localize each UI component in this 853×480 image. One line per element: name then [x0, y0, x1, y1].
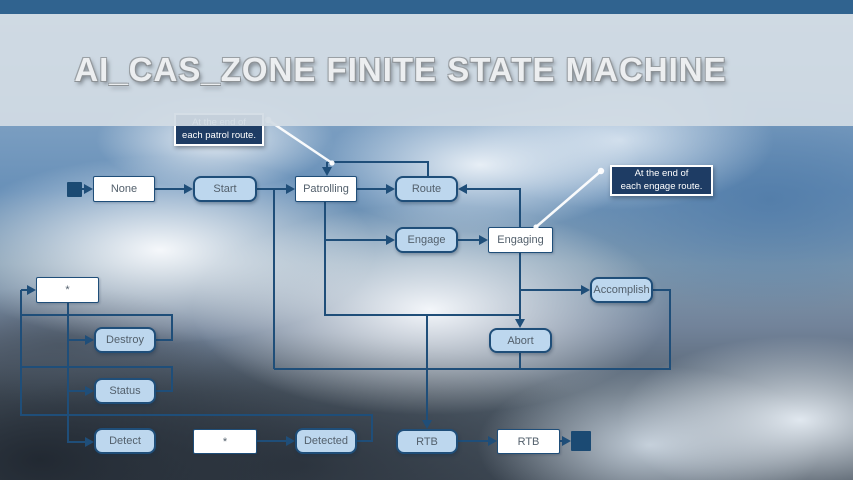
state-node-label: Abort [507, 334, 534, 347]
page-title: AI_CAS_ZONE FINITE STATE MACHINE [74, 51, 727, 88]
state-node-label: RTB [517, 435, 540, 448]
callout-text-line: each engage route. [620, 180, 703, 192]
state-node-label: Detect [109, 435, 141, 447]
state-node-label: Route [411, 183, 442, 195]
state-node-label: Detected [303, 435, 349, 447]
title-band [0, 14, 853, 126]
state-node-label: Engaging [497, 234, 544, 246]
callout-text-line: each patrol route. [182, 129, 256, 141]
callout-leader-dot [598, 168, 604, 174]
state-node-label: RTB [416, 435, 438, 448]
state-node-label: * [222, 435, 228, 448]
callout-text-line: At the end of [634, 168, 689, 180]
state-node-label: Accomplish [593, 284, 650, 296]
state-node-label: * [65, 284, 70, 296]
state-node-label: Engage [407, 234, 446, 246]
callout-leader-line [268, 120, 332, 163]
state-node-label: Start [213, 183, 237, 195]
callout-engage-note [610, 165, 713, 196]
state-node-label: None [110, 183, 138, 195]
top-bar [0, 0, 853, 14]
state-node-label: Destroy [106, 334, 144, 346]
state-node-label: Patrolling [303, 183, 349, 195]
callout-leader-dot [533, 224, 538, 229]
callout-leader-line [536, 171, 601, 227]
state-node-label: Status [109, 385, 141, 397]
callout-leader-dot [329, 160, 334, 165]
